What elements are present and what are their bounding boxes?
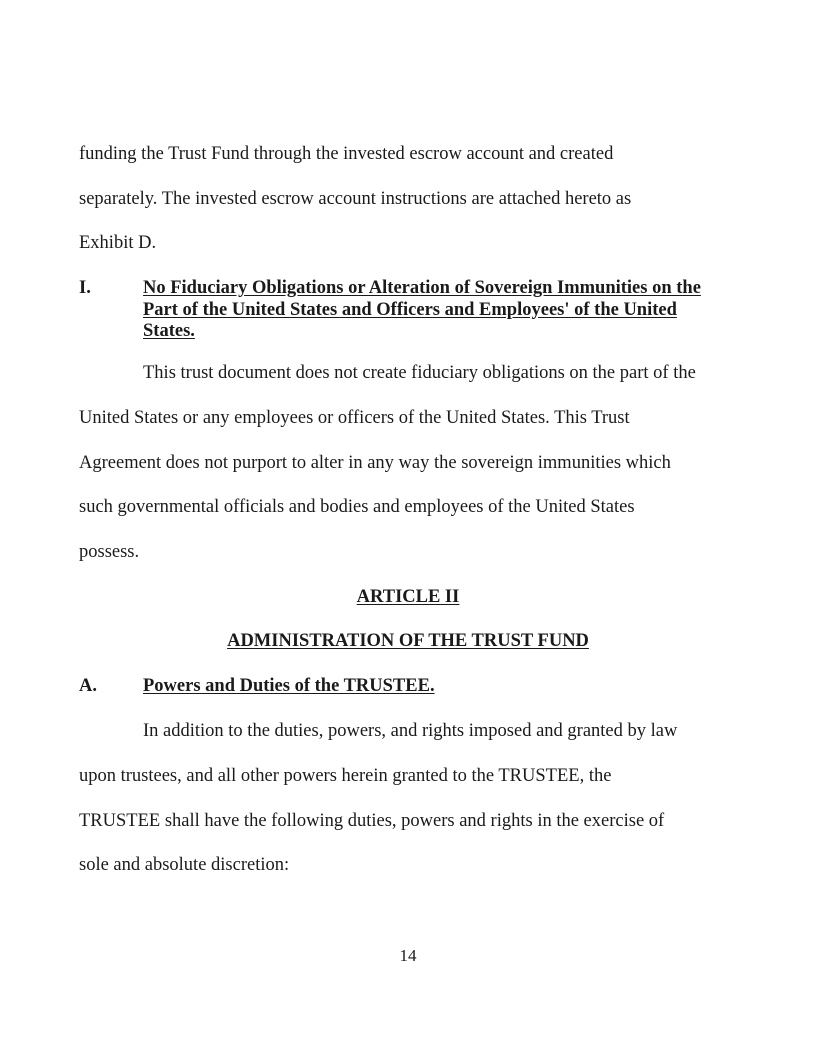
section-i-title	[143, 278, 743, 343]
paragraph-line: possess.	[79, 542, 140, 562]
section-a-marker: A.	[79, 676, 97, 696]
article-number: ARTICLE II	[356, 587, 460, 607]
paragraph-line: upon trustees, and all other powers herein granted to the TRUSTEE, the	[79, 766, 612, 786]
paragraph-line: separately. The invested escrow account instructions are attached hereto as	[79, 189, 632, 209]
paragraph-line: In addition to the duties, powers, and rights imposed and granted by law	[143, 721, 678, 741]
section-i-title-line: Part of the United States and Officers and Employees' of the United	[143, 299, 677, 320]
paragraph-line: United States or any employees or officers of the United States. This Trust	[79, 408, 630, 428]
article-title: ADMINISTRATION OF THE TRUST FUND	[227, 631, 589, 651]
paragraph-line: funding the Trust Fund through the invested escrow account and created	[79, 144, 614, 164]
section-i-title-line: No Fiduciary Obligations or Alteration of Sovereign Immunities on the	[143, 278, 701, 298]
page-number: 14	[399, 946, 417, 965]
section-a-title: Powers and Duties of the TRUSTEE.	[143, 676, 435, 696]
paragraph-line: sole and absolute discretion:	[79, 855, 290, 875]
paragraph-line: This trust document does not create fiduciary obligations on the part of the	[143, 363, 696, 383]
paragraph-line: such governmental officials and bodies and employees of the United States	[79, 497, 635, 517]
paragraph-line: Exhibit D.	[79, 233, 157, 253]
paragraph-line: TRUSTEE shall have the following duties, powers and rights in the exercise of	[79, 811, 665, 831]
paragraph-line: Agreement does not purport to alter in any way the sovereign immunities which	[79, 453, 671, 473]
section-i-marker: I.	[79, 278, 91, 298]
section-i-title-line: States.	[143, 321, 195, 341]
